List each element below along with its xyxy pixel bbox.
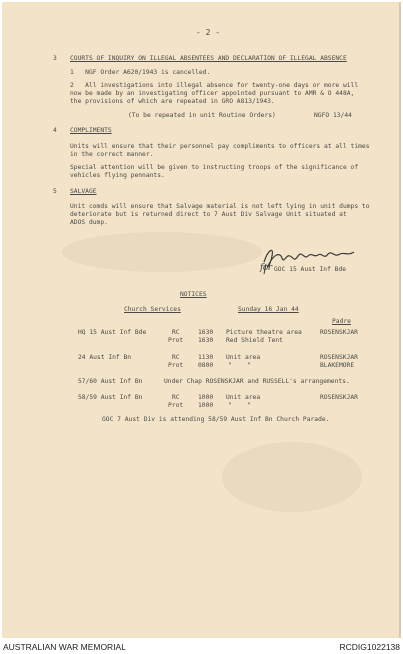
section-5-line2: deteriorate but is returned direct to 7 Aust Div Salvage Unit situated at <box>70 211 347 218</box>
section-3-para1: 1 NGF Order A620/1943 is cancelled. <box>70 69 211 76</box>
notices-heading: NOTICES <box>180 291 207 298</box>
notice-row-padre: ROSENSKJAR <box>320 354 358 361</box>
notice-row-time: 1630 <box>198 329 214 336</box>
notice-row-time: 1630 <box>198 337 214 344</box>
notice-row-denom: RC <box>172 394 180 401</box>
section-4-line3: Special attention will be given to instructing troops of the significance of <box>70 164 359 171</box>
notice-row-place: " " <box>228 402 251 409</box>
section-5-line3: ADOS dump. <box>70 219 108 226</box>
footer-source: AUSTRALIAN WAR MEMORIAL <box>3 642 126 652</box>
footer-bar <box>0 640 403 654</box>
section-5-number: 5 <box>53 188 57 195</box>
padre-column-header: Padre <box>332 318 351 325</box>
notice-row-place: Red Shield Tent <box>226 337 283 344</box>
section-3-reference: NGFO 13/44 <box>314 112 352 119</box>
notice-row-arrangement: Under Chap ROSENSKJAR and RUSSELL's arrangements. <box>164 378 350 385</box>
signature-title: GOC 15 Aust Inf Bde <box>274 266 347 273</box>
section-3-number: 3 <box>53 55 57 62</box>
section-4-heading: COMPLIMENTS <box>70 127 112 134</box>
notice-row-padre: ROSENSKJAR <box>320 394 358 401</box>
section-5-heading: SALVAGE <box>70 188 97 195</box>
notice-row-denom: RC <box>172 354 180 361</box>
notice-row-place: " " <box>228 362 251 369</box>
notice-row-denom: RC <box>172 329 180 336</box>
page-number: - 2 - <box>196 28 221 37</box>
notice-row-padre: ROSENSKJAR <box>320 329 358 336</box>
notice-row-unit: HQ 15 Aust Inf Bde <box>78 329 147 336</box>
notice-row-unit: 24 Aust Inf Bn <box>78 354 132 361</box>
notice-row-time: 1000 <box>198 402 214 409</box>
notice-row-unit: 57/60 Aust Inf Bn <box>78 378 143 385</box>
section-3-para2-line2: now be made by an investigating officer appointed pursuant to AMR & O 448A, <box>70 90 355 97</box>
section-4-number: 4 <box>53 127 57 134</box>
section-4-line2: in the correct manner. <box>70 151 154 158</box>
section-3-para2-line1: 2 All investigations into illegal absence for twenty-one days or more will <box>70 82 359 89</box>
notice-row-unit: 58/59 Aust Inf Bn <box>78 394 143 401</box>
church-services-heading: Church Services <box>124 306 181 313</box>
notices-date: Sunday 16 Jan 44 <box>238 306 299 313</box>
notice-row-place: Unit area <box>226 394 261 401</box>
document-page <box>2 2 401 638</box>
section-3-heading: COURTS OF INQUIRY ON ILLEGAL ABSENTEES AND DECLARATION OF ILLEGAL ABSENCE <box>70 55 347 62</box>
notice-row-padre: BLAKEMORE <box>320 362 355 369</box>
section-5-line1: Unit comds will ensure that Salvage material is not left lying in unit dumps to <box>70 203 370 210</box>
notice-row-place: Picture theatre area <box>226 329 302 336</box>
section-3-note: (To be repeated in unit Routine Orders) <box>128 112 276 119</box>
notice-row-place: Unit area <box>226 354 261 361</box>
section-4-line1: Units will ensure that their personnel pay compliments to officers at all times <box>70 143 370 150</box>
footer-record-id: RCDIG1022138 <box>339 642 400 652</box>
notice-row-time: 1130 <box>198 354 214 361</box>
signature-prefix: for <box>260 263 272 273</box>
section-4-line4: vehicles flying pennants. <box>70 172 165 179</box>
notices-closing: GOC 7 Aust Div is attending 58/59 Aust Inf Bn Church Parade. <box>102 416 330 423</box>
notice-row-time: 1000 <box>198 394 214 401</box>
notice-row-denom: Prot <box>168 402 184 409</box>
notice-row-denom: Prot <box>168 362 184 369</box>
section-3-para2-line3: the provisions of which are repeated in GRO A813/1943. <box>70 98 275 105</box>
notice-row-time: 0800 <box>198 362 214 369</box>
notice-row-denom: Prot <box>168 337 184 344</box>
